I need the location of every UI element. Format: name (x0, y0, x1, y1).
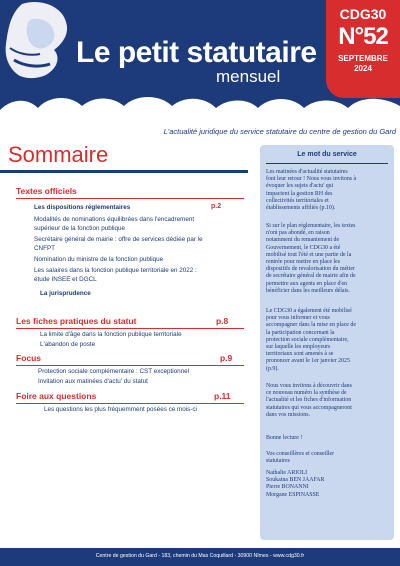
toc-section-focus[interactable]: Focus (16, 353, 42, 363)
editorial-closing: Bonne lecture ! (266, 435, 303, 441)
toc-item[interactable]: Invitation aux matinées d'actu' du statut (38, 378, 148, 385)
toc-item[interactable]: supérieur de la fonction publique (34, 225, 126, 232)
toc-page-number: p.11 (214, 391, 231, 401)
newsletter-title: Le petit statutaire (76, 36, 317, 69)
editorial-signers: Nathalie ARIOLI Soukaina BEN JAAFAR Pierre BONANNI Morgane ESPINASSE (266, 470, 325, 498)
toc-subsection-jurisprudence[interactable]: La jurisprudence (40, 290, 91, 297)
tagline: L'actualité juridique du service statutaire du centre de gestion du Gard (163, 127, 396, 136)
editorial-paragraph: Le CDG30 a également été mobilisé pour vous informer et vous accompagner dans la mise en place de la participation concernant la protection sociale complémentaire, sur laquelle les employeurs territoriaux sont amenés à se prononcer avant le 1er janvier 2025 (p.9). (266, 308, 356, 372)
section-rule (16, 328, 244, 329)
editorial-paragraph: Nous vous invitons à découvrir dans ce nouveau numéro la synthèse de l'actualité et les fiches d'information statutaires qui vous accompagneront dans vos missions. (266, 383, 352, 418)
toc-page-number: p.2 (211, 203, 222, 210)
editorial-title: Le mot du service (297, 151, 357, 158)
toc-item[interactable]: Secrétaire général de mairie : offre de services dédiée par le (34, 236, 203, 243)
section-rule (16, 198, 244, 199)
issue-number: N°52 (338, 23, 388, 50)
editorial-rule (266, 163, 388, 164)
issue-badge (326, 0, 400, 98)
editorial-signers-title: Vos conseillères et conseiller statutaires (266, 451, 335, 465)
editorial-paragraph: Si sur le plan réglementaire, les textes n'ont pas abondé, en raison notamment du remaniement de Gouvernement, le CDG30 a été mobilisé tout l'été et une partie de la rentrée pour mettre en place les dispositifs de revalorisation du métier de secrétaire général de mairie afin de permettre aux agents en place d'en bénéficier dans les meilleurs délais. (266, 223, 356, 294)
badge-org: CDG30 (339, 6, 387, 22)
toc-section-faq[interactable]: Foire aux questions (16, 391, 97, 401)
toc-section-fiches-pratiques[interactable]: Les fiches pratiques du statut (16, 316, 137, 326)
toc-item[interactable]: Nomination du ministre de la fonction publique (34, 256, 164, 263)
toc-item[interactable]: Les salaires dans la fonction publique territoriale en 2022 : (34, 267, 197, 274)
newsletter-frequency: mensuel (216, 67, 281, 86)
toc-item[interactable]: Modalités de nominations équilibrées dans l'encadrement (34, 216, 195, 223)
section-rule (16, 365, 244, 366)
toc-section-textes-officiels[interactable]: Textes officiels (16, 186, 77, 196)
footer (0, 548, 400, 566)
section-rule (16, 403, 244, 404)
toc-item[interactable]: CNFPT (34, 245, 55, 252)
editorial-paragraph: Les matinées d'actualité statutaires font leur retour ! Nous vous invitons à évoquer les sujets d'actu' qui impactent la gestion RH des collectivités territoriales et établissements affiliés (p.10). (266, 169, 357, 212)
toc-item[interactable]: L'abandon de poste (40, 341, 96, 348)
toc-page-number: p.9 (220, 353, 233, 363)
toc-page-number: p.8 (216, 316, 229, 326)
toc-heading: Sommaire (8, 142, 109, 167)
toc-subsection-dispositions[interactable]: Les dispositions réglementaires (34, 204, 131, 211)
editorial-panel (260, 145, 394, 540)
cloud-divider (0, 88, 400, 118)
toc-heading-rule (0, 170, 248, 173)
toc-item[interactable]: étude INSEE et DGCL (34, 276, 97, 283)
issue-year: 2024 (354, 64, 372, 73)
toc-item[interactable]: Les questions les plus fréquemment posées ce mois-ci (44, 406, 197, 413)
footer-address: Centre de gestion du Gard - 183, chemin du Mas Coquillard - 30900 Nîmes - www.cdg30.fr (95, 553, 305, 559)
masthead (0, 0, 400, 118)
toc-item[interactable]: La limite d'âge dans la fonction publique territoriale (40, 331, 182, 338)
issue-month: SEPTEMBRE (338, 54, 388, 63)
toc-item[interactable]: Protection sociale complémentaire : CST exceptionnel (38, 368, 190, 375)
